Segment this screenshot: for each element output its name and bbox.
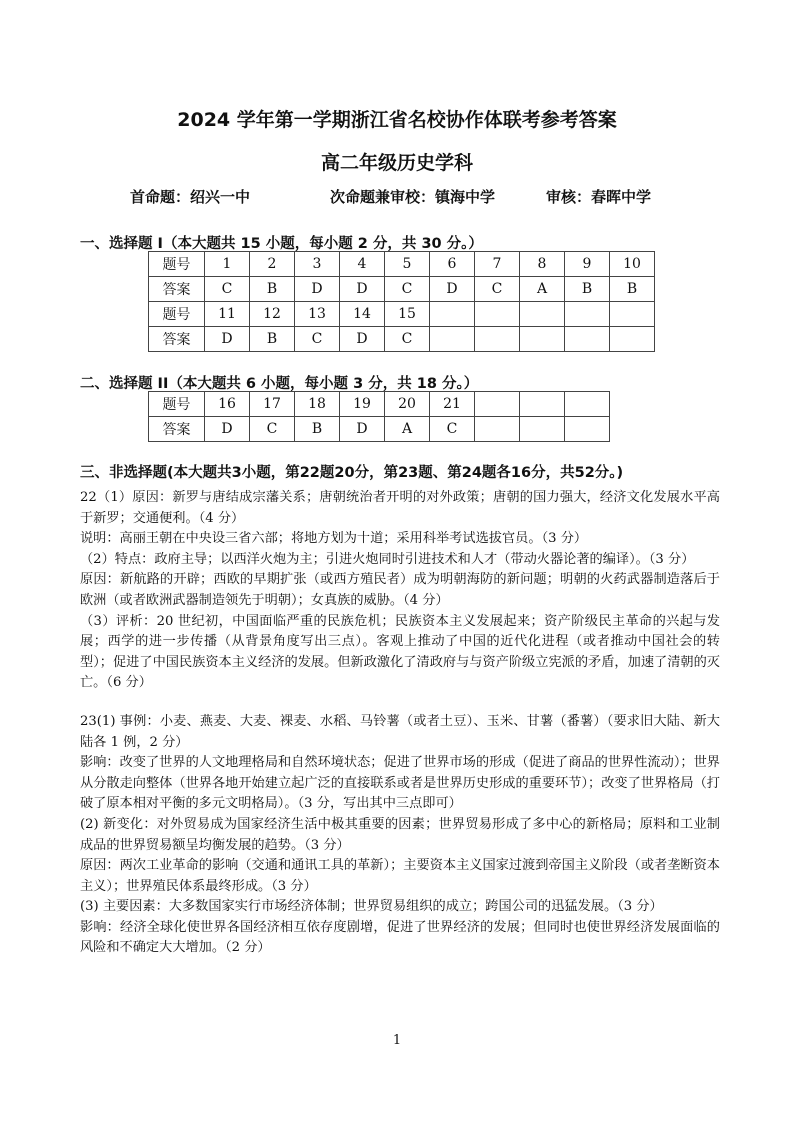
table-row <box>149 277 655 302</box>
answer-cell: 16 <box>205 392 250 417</box>
answer-cell: 18 <box>295 392 340 417</box>
table-row <box>149 252 655 277</box>
answer-cell: 4 <box>340 252 385 277</box>
section3-answers <box>80 488 720 959</box>
answer-paragraph: (3) 主要因素：大多数国家实行市场经济体制；世界贸易组织的成立；跨国公司的迅猛发展。（3 分） <box>80 899 663 915</box>
answer-cell: 3 <box>295 252 340 277</box>
answer-cell: 12 <box>250 302 295 327</box>
row-header-cell: 答案 <box>149 277 205 302</box>
author-first: 首命题：绍兴一中 <box>130 188 251 206</box>
document-subtitle: 高二年级历史学科 <box>320 152 473 174</box>
table-row <box>149 392 610 417</box>
row-header-cell: 题号 <box>149 392 205 417</box>
answer-cell <box>430 327 475 352</box>
answer-cell: 14 <box>340 302 385 327</box>
section1-answer-table <box>148 251 655 352</box>
answer-cell: D <box>430 277 475 302</box>
answer-paragraph: （3）评析：20 世纪初，中国面临严重的民族危机；民族资本主义发展起来；资产阶级民主革命的兴起与发展；西学的进一步传播（从背景角度写出三点）。客观上推动了中国的近代化进程（或者推动中国社会的转型）；促进了中国民族资本主义经济的发展。但新政激化了清政府与与资产阶级立宪派的矛盾，加速了清朝的灭亡。（6 分） <box>80 613 720 691</box>
section2-heading: 二、选择题 II（本大题共 6 小题，每小题 3 分，共 18 分。） <box>80 376 479 392</box>
row-header-cell: 题号 <box>149 302 205 327</box>
answer-paragraph: (2) 新变化：对外贸易成为国家经济生活中极其重要的因素；世界贸易形成了多中心的新格局；原料和工业制成品的世界贸易额呈均衡发展的趋势。（3 分） <box>80 816 720 853</box>
answer-cell <box>520 302 565 327</box>
row-header-cell: 答案 <box>149 417 205 442</box>
answer-cell: A <box>385 417 430 442</box>
answer-cell: C <box>295 327 340 352</box>
answer-cell: 6 <box>430 252 475 277</box>
section3-heading: 三、非选择题(本大题共3小题，第22题20分，第23题、第24题各16分，共52分。) <box>80 465 624 481</box>
answer-cell: C <box>250 417 295 442</box>
answer-cell: 7 <box>475 252 520 277</box>
answer-cell: 15 <box>385 302 430 327</box>
answer-cell: D <box>340 417 385 442</box>
answer-cell: D <box>295 277 340 302</box>
answer-cell: 20 <box>385 392 430 417</box>
answer-cell: D <box>340 277 385 302</box>
answer-paragraph: 23(1) 事例：小麦、燕麦、大麦、裸麦、水稻、马铃薯（或者土豆）、玉米、甘薯（番薯）（要求旧大陆、新大陆各 1 例，2 分） <box>80 713 720 750</box>
page-number: 1 <box>392 1033 402 1048</box>
answer-cell: 1 <box>205 252 250 277</box>
answer-cell: 21 <box>430 392 475 417</box>
table-row <box>149 417 610 442</box>
answer-cell: 8 <box>520 252 565 277</box>
answer-cell: 9 <box>565 252 610 277</box>
answer-cell: 2 <box>250 252 295 277</box>
table-row <box>149 327 655 352</box>
answer-cell: C <box>205 277 250 302</box>
answer-cell: C <box>430 417 475 442</box>
answer-cell: C <box>475 277 520 302</box>
answer-paragraph: 22（1）原因：新罗与唐结成宗藩关系；唐朝统治者开明的对外政策；唐朝的国力强大，经济文化发展水平高于新罗；交通便利。（4 分） <box>80 490 720 526</box>
answer-cell: 17 <box>250 392 295 417</box>
answer-cell: D <box>340 327 385 352</box>
row-header-cell: 答案 <box>149 327 205 352</box>
row-header-cell: 题号 <box>149 252 205 277</box>
answer-cell: B <box>295 417 340 442</box>
answer-cell: 10 <box>610 252 655 277</box>
section2-answer-table <box>148 391 610 442</box>
answer-cell: B <box>565 277 610 302</box>
answer-paragraph: 原因：新航路的开辟；西欧的早期扩张（或西方殖民者）成为明朝海防的新问题；明朝的火药武器制造落后于欧洲（或者欧洲武器制造领先于明朝）；女真族的威胁。（4 分） <box>80 572 720 608</box>
answer-cell: 5 <box>385 252 430 277</box>
answer-cell: 13 <box>295 302 340 327</box>
answer-cell <box>520 392 565 417</box>
answer-cell: 19 <box>340 392 385 417</box>
answer-cell <box>475 417 520 442</box>
answer-cell: D <box>205 417 250 442</box>
answer-cell: C <box>385 277 430 302</box>
spacer <box>80 694 720 712</box>
answer-cell <box>475 302 520 327</box>
answer-cell: 11 <box>205 302 250 327</box>
answer-paragraph: （2）特点：政府主导；以西洋火炮为主；引进火炮同时引进技术和人才（带动火器论著的编译）。（3 分） <box>80 551 695 567</box>
answer-cell <box>475 327 520 352</box>
answer-cell <box>565 327 610 352</box>
answer-cell: B <box>250 277 295 302</box>
answer-cell <box>475 392 520 417</box>
answer-paragraph: 影响：改变了世界的人文地理格局和自然环境状态；促进了世界市场的形成（促进了商品的世界性流动）；世界从分散走向整体（世界各地开始建立起广泛的直接联系或者是世界历史形成的重要环节）；改变了世界格局（打破了原本相对平衡的多元文明格局）。（3 分，写出其中三点即可） <box>80 755 720 812</box>
answer-cell <box>565 302 610 327</box>
answer-cell <box>565 392 610 417</box>
author-second: 次命题兼审校：镇海中学 <box>330 188 496 206</box>
answer-cell <box>520 417 565 442</box>
section1-heading: 一、选择题 I（本大题共 15 小题，每小题 2 分，共 30 分。） <box>80 236 483 252</box>
answer-paragraph: 影响：经济全球化使世界各国经济相互依存度剧增，促进了世界经济的发展；但同时也使世界经济发展面临的风险和不确定大大增加。（2 分） <box>80 919 720 956</box>
document-title: 2024 学年第一学期浙江省名校协作体联考参考答案 <box>177 109 617 131</box>
answer-cell: C <box>385 327 430 352</box>
answer-cell: B <box>610 277 655 302</box>
answer-cell <box>610 327 655 352</box>
answer-paragraph: 说明：高丽王朝在中央设三省六部；将地方划为十道；采用科举考试选拔官员。（3 分） <box>80 531 588 547</box>
answer-cell: A <box>520 277 565 302</box>
answer-cell: D <box>205 327 250 352</box>
answer-cell <box>430 302 475 327</box>
table-row <box>149 302 655 327</box>
answer-cell <box>520 327 565 352</box>
answer-cell: B <box>250 327 295 352</box>
author-reviewer: 审核：春晖中学 <box>546 188 652 206</box>
answer-cell <box>610 302 655 327</box>
answer-paragraph: 原因：两次工业革命的影响（交通和通讯工具的革新）；主要资本主义国家过渡到帝国主义阶段（或者垄断资本主义）；世界殖民体系最终形成。（3 分） <box>80 858 720 894</box>
answer-cell <box>565 417 610 442</box>
